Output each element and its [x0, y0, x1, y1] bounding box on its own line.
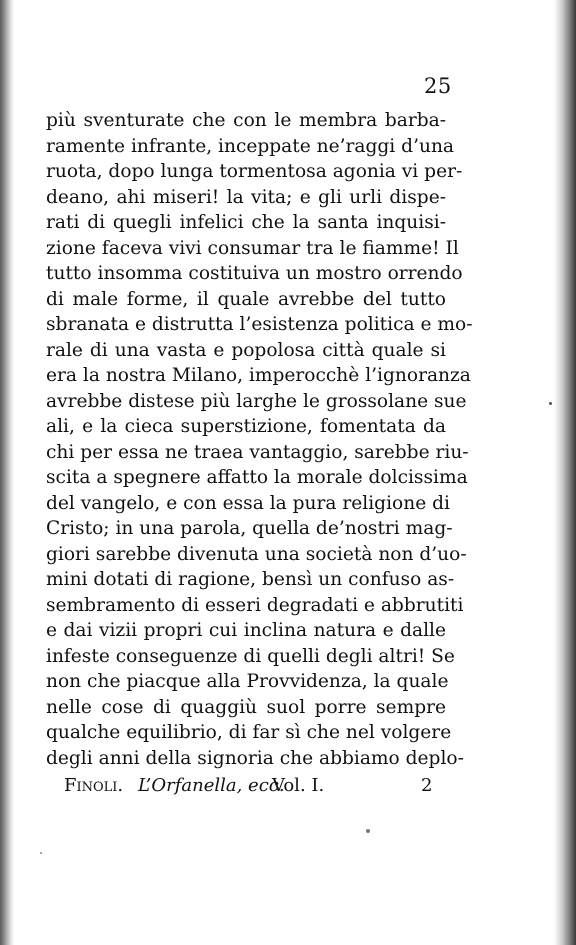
text-line: avrebbe distese più larghe le grossolane sue [46, 390, 467, 412]
text-line: era la nostra Milano, imperocchè l’ignoranza [46, 365, 471, 386]
paper-speck [366, 829, 370, 833]
text-line: tutto insomma costituiva un mostro orrendo [46, 263, 463, 284]
text-line: giori sarebbe divenuta una società non d’uo- [46, 543, 467, 565]
text-line: zione faceva vivi consumar tra le fiamme! Il [46, 237, 459, 259]
page-footer [46, 775, 446, 801]
paper-speck [549, 402, 552, 405]
text-line: di male forme, il quale avrebbe del tutto [46, 288, 446, 310]
body-text [46, 108, 473, 771]
scan-edge-right [554, 0, 576, 945]
scan-edge-left [0, 0, 14, 945]
text-line: chi per essa ne traea vantaggio, sarebbe riu- [46, 441, 469, 463]
text-line: nelle cose di quaggiù suol porre sempre [46, 696, 446, 718]
text-line: qualche equilibrio, di far sì che nel volgere [46, 722, 452, 743]
paper-speck [40, 852, 42, 854]
footer-title: L’Orfanella, ecc. [138, 775, 285, 796]
text-line: ali, e la cieca superstizione, fomentata da [46, 416, 446, 437]
text-line: scita a spegnere affatto la morale dolcissima [46, 467, 468, 488]
footer-author: Finoli. [64, 775, 124, 796]
text-line: sbranata e distrutta l’esistenza politica e mo- [46, 314, 473, 335]
page-number: 25 [424, 74, 452, 98]
signature-mark: 2 [421, 775, 433, 796]
text-line: sembramento di esseri degradati e abbrutiti [46, 594, 464, 616]
text-line: non che piacque alla Provvidenza, la quale [46, 671, 449, 692]
text-line: rati di quegli infelici che la santa inquisi- [46, 212, 446, 233]
text-line: ruota, dopo lunga tormentosa agonia vi per- [46, 161, 463, 182]
text-line: degli anni della signoria che abbiamo deplo- [46, 747, 464, 769]
text-line: del vangelo, e con essa la pura religione di [46, 492, 450, 514]
text-line: deano, ahi miseri! la vita; e gli urli dispe- [46, 186, 446, 208]
text-line: e dai vizii propri cui inclina natura e dalle [46, 620, 446, 641]
text-line: infeste conseguenze di quelli degli altri! Se [46, 645, 455, 667]
text-line: Cristo; in una parola, quella de’nostri mag- [46, 518, 453, 539]
text-line: più sventurate che con le membra barba- [46, 110, 446, 131]
text-line: ramente infrante, inceppate ne’raggi d’una [46, 135, 455, 157]
text-line: rale di una vasta e popolosa città quale si [46, 339, 446, 361]
text-line: mini dotati di ragione, bensì un confuso as- [46, 569, 455, 590]
footer-volume: Vol. I. [272, 775, 325, 796]
